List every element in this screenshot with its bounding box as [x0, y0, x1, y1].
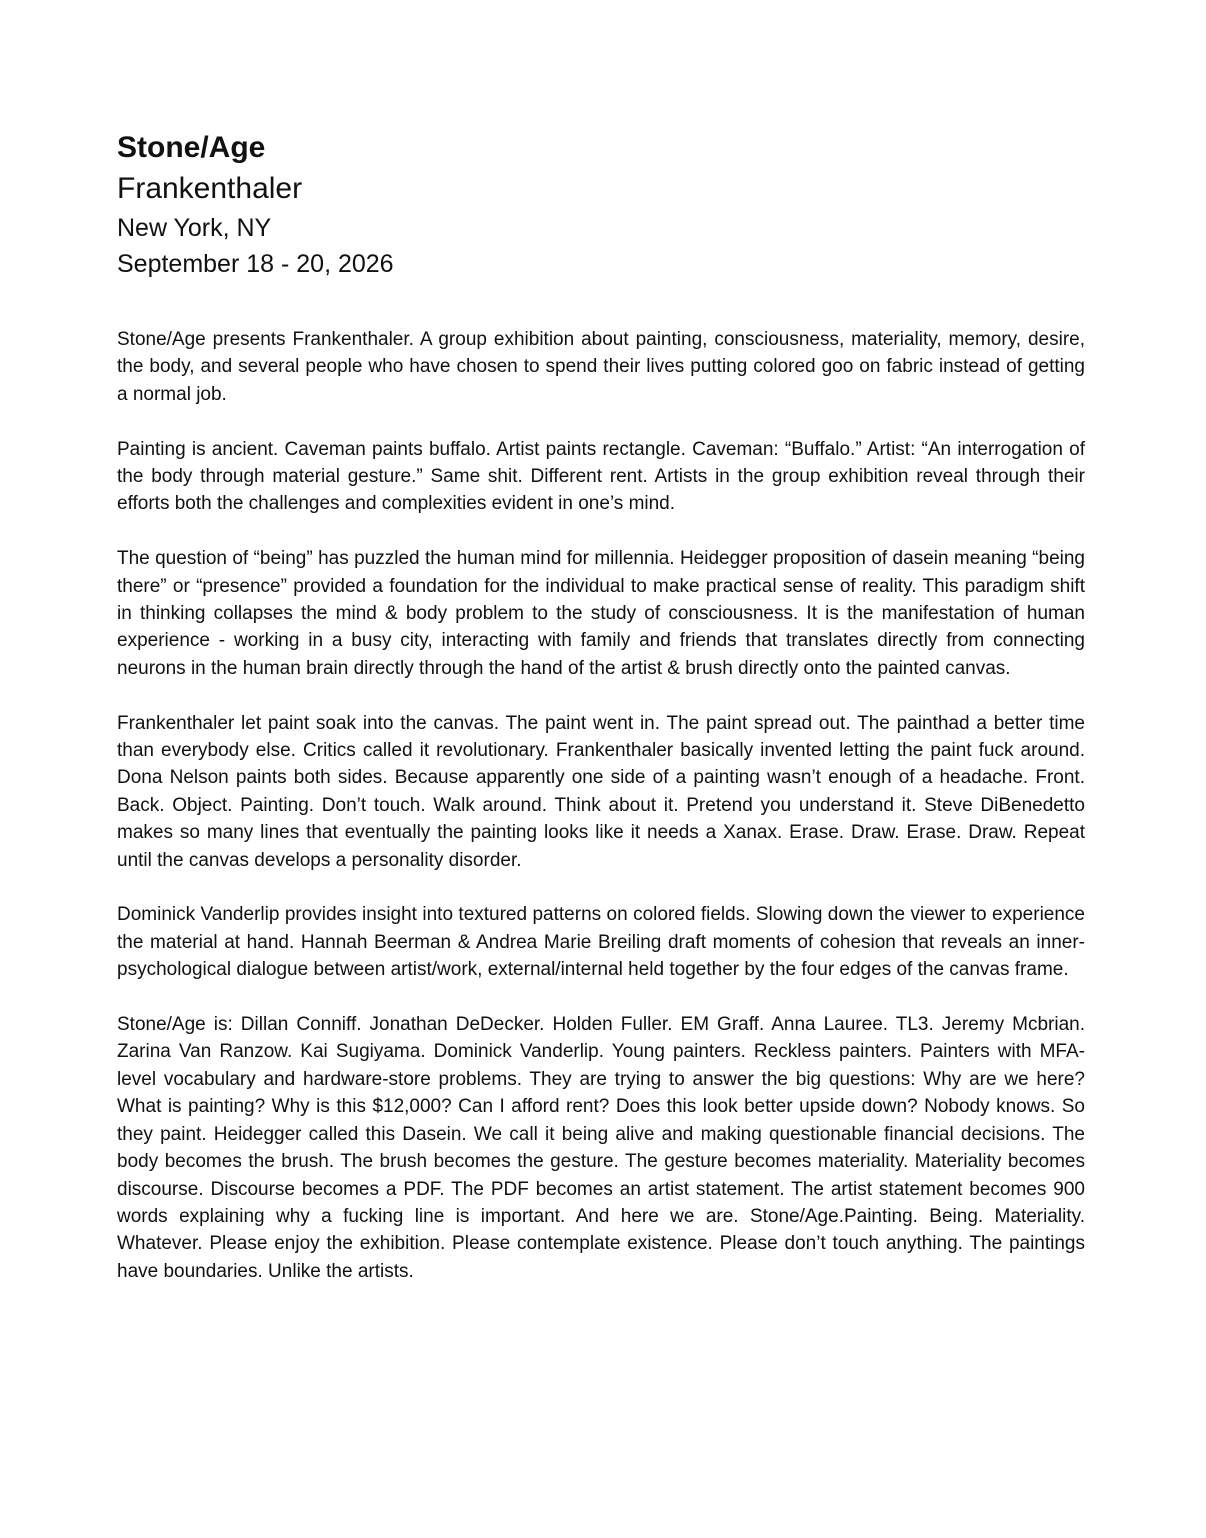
paragraph-painting-ancient: Painting is ancient. Caveman paints buffalo. Artist paints rectangle. Caveman: “Buffalo.” Artist: “An interrogation of the body through material gesture.” Same shit. Different rent. Artists in the group exhibition reveal through their efforts both the challenges and complexities evident in one’s mind. [117, 438, 1085, 515]
document-location: New York, NY [117, 214, 272, 242]
document-dates: September 18 - 20, 2026 [117, 250, 394, 278]
paragraph-frankenthaler: Frankenthaler let paint soak into the canvas. The paint went in. The paint spread out. The painthad a better time than everybody else. Critics called it revolutionary. Frankenthaler basically invented letting the paint fuck around. Dona Nelson paints both sides. Because apparently one side of a painting wasn’t enough of a headache. Front. Back. Object. Painting. Don’t touch. Walk around. Think about it. Pretend you understand it. Steve DiBenedetto makes so many lines that eventually the painting looks like it needs a Xanax. Erase. Draw. Erase. Draw. Repeat until the canvas develops a personality disorder. [117, 712, 1085, 871]
document-title: Stone/Age [117, 131, 266, 164]
document-subtitle: Frankenthaler [117, 172, 303, 205]
document-header [117, 128, 1085, 282]
document-body [117, 326, 1085, 1285]
paragraph-intro: Stone/Age presents Frankenthaler. A group exhibition about painting, consciousness, materiality, memory, desire, the body, and several people who have chosen to spend their lives putting colored goo on fabric instead of getting a normal job. [117, 329, 1085, 405]
paragraph-being: The question of “being” has puzzled the human mind for millennia. Heidegger proposition of dasein meaning “being there” or “presence” provided a foundation for the individual to make practical sense of reality. This paradigm shift in thinking collapses the mind & body problem to the study of consciousness. It is the manifestation of human experience - working in a busy city, interacting with family and friends that translates directly from connecting neurons in the human brain directly through the hand of the artist & brush directly onto the painted canvas. [117, 548, 1085, 679]
document-content [117, 128, 1085, 1285]
paragraph-vanderlip: Dominick Vanderlip provides insight into textured patterns on colored fields. Slowing down the viewer to experience the material at hand. Hannah Beerman & Andrea Marie Breiling draft moments of cohesion that reveals an inner-psychological dialogue between artist/work, external/internal held together by the four edges of the canvas frame. [117, 904, 1085, 981]
paragraph-artists: Stone/Age is: Dillan Conniff. Jonathan DeDecker. Holden Fuller. EM Graff. Anna Lauree. TL3. Jeremy Mcbrian. Zarina Van Ranzow. Kai Sugiyama. Dominick Vanderlip. Young painters. Reckless painters. Painters with MFA-level vocabulary and hardware-store problems. They are trying to answer the big questions: Why are we here? What is painting? Why is this $12,000? Can I afford rent? Does this look better upside down? Nobody knows. So they paint. Heidegger called this Dasein. We call it being alive and making questionable financial decisions. The body becomes the brush. The brush becomes the gesture. The gesture becomes materiality. Materiality becomes discourse. Discourse becomes a PDF. The PDF becomes an artist statement. The artist statement becomes 900 words explaining why a fucking line is important. And here we are. Stone/Age.Painting. Being. Materiality. Whatever. Please enjoy the exhibition. Please contemplate existence. Please don’t touch anything. The paintings have boundaries. Unlike the artists. [117, 1014, 1085, 1282]
